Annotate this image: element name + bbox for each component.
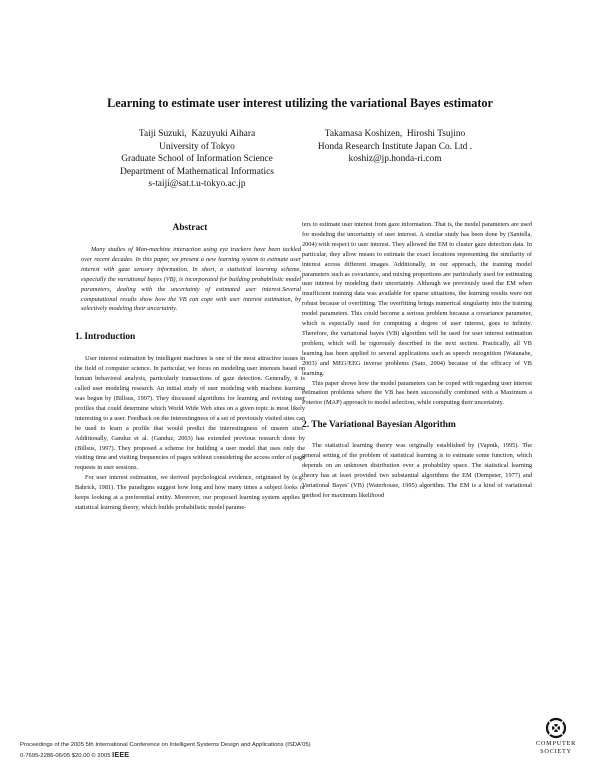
footer-proceedings: Proceedings of the 2005 5th International Conference on Intelligent Systems Design and Applications (ISDA'05)	[20, 742, 311, 748]
abstract-text: Many studies of Man-machine interaction using eye trackers have been tackled over recent decades. In this paper, we present a new learning system to estimate user interest with gaze sensory information. In short, a statistical learning scheme, especially the variational bayes (VB), is incorporated for building probabilistic model parameters, dealing with the uncertainty of estimated user interest.Several computational results show how the VB can cope with user interest estimation, by selectively modeling their uncertainty.	[81, 246, 301, 313]
intro-paragraph-2: For user interest estimation, we derived psychological evidence, originated by (e.g., Bahrick, 1981). The paradigms suggest how long and how many times a subject looks or keeps looking at a preferential entity. Moreover, our proposed learning system applies a statistical learning theory, which builds probabilistic model parame-	[75, 474, 305, 511]
logo-line-computer: COMPUTER	[535, 740, 577, 747]
section-heading-vb: 2. The Variational Bayesian Algorithm	[302, 420, 456, 431]
author-email-left: s-taiji@sat.t.u-tokyo.ac.jp	[148, 179, 246, 190]
affiliation-university: University of Tokyo	[159, 141, 235, 152]
intro-paragraph-1: User interest estimation by intelligent machines is one of the most attractive issues in the field of computer science. In particular, we focus on modeling user interests based on human behavioral analysis, particularly transactions of gaze detection. Generally, it is called user modeling research. An initial study of user modeling with machine learning was begun by (Billsus, 1997). They discussed algorithms for learning and revising user profiles that could determine which World Wide Web sites on a given topic is most likely interesting to a user. Feedback on the interestingness of a set of previously visited sites can be used to learn a profile that would predict the interestingness of unseen sites. Additionally, Ganduz et al. (Ganduz, 2003) has extended previous research done by (Billsus, 1997). They proposed a scheme for building a user model that uses only the visiting time and visiting frequencies of pages without considering the access order of page requests in user sessions.	[75, 355, 305, 472]
page-footer	[20, 740, 311, 761]
author-names-right: Takamasa Koshizen, Hiroshi Tsujino	[324, 129, 466, 139]
abstract-heading: Abstract	[172, 223, 208, 233]
left-column	[75, 220, 305, 513]
computer-society-logo-text	[523, 740, 589, 756]
affiliation-school: Graduate School of Information Science	[121, 154, 273, 165]
right-paragraph-2: This paper shows how the model parameters can be coped with regarding user interest estimation problems where the VB has been successfully combined with a Maximum a Poterior (MAP) approach to model selection, while computing their uncertainty.	[302, 379, 532, 407]
ieee-logo-text: IEEE	[112, 750, 130, 759]
affiliation-honda: Honda Research Institute Japan Co. Ltd .	[317, 141, 473, 152]
vb-paragraph-1: The statistical learning theory was originally established by (Vapnik, 1995). The general setting of the problem of statistical learning is to estimate some function, which depends on an unknown distribution over a probability space. The statistical learning theory has at least provided two substantial algorithms the EM (Dempster, 1977) and Variational Bayes' (VB) (Waterhouse, 1995) algorithm. The EM is a kind of variational method for maximum likelihood	[302, 442, 532, 499]
affiliation-department: Department of Mathematical Informatics	[120, 166, 274, 177]
author-email-right: koshiz@jp.honda-ri.com	[348, 154, 442, 165]
author-block-right	[280, 128, 510, 166]
paper-title: Learning to estimate user interest utilizing the variational Bayes estimator	[107, 96, 493, 110]
footer-isbn: 0-7695-2286-06/05 $20.00 © 2005	[20, 753, 111, 759]
author-names-left: Taiji Suzuki, Kazuyuki Aihara	[138, 129, 256, 139]
author-block-left	[92, 128, 302, 191]
section-heading-introduction: 1. Introduction	[75, 332, 136, 343]
logo-line-society: SOCIETY	[540, 748, 572, 755]
right-paragraph-1: ters to estimate user interest from gaze information. That is, the model parameters are used for modeling the uncertainty of user interest. A similar study has been done by (Santella, 2004) with respect to user interest. They allowed the EM to cluster gaze detection data. In particular, they allow means to estimate the exact locations representing the similarity of interest across different images. Additionally, in our approach, the training model parameters such as covariance, and mixing proportions are particularly used for estimating user interest by modeling their uncertainty. Although we previously used the EM when insufficient training data was available for sparse situations, the learning results were not robust because of overfitting. The overfitting brings numerical singularity into the training model parameters. This could become a serious problem because a covariance parameter, which is especially used for computing a degree of user interest, goes to infinity. Therefore, the variational bayes (VB) algorithm will be used for user interest estimation problem, which will be rigorously described in the next section. Practically, all VB learning has been applied to several applications such as speech recognition (Watanabe, 2003) and MEG/EEG inverse problems (Sato, 2004) because of the efficacy of VB learning.	[302, 221, 532, 377]
right-column	[302, 220, 532, 501]
